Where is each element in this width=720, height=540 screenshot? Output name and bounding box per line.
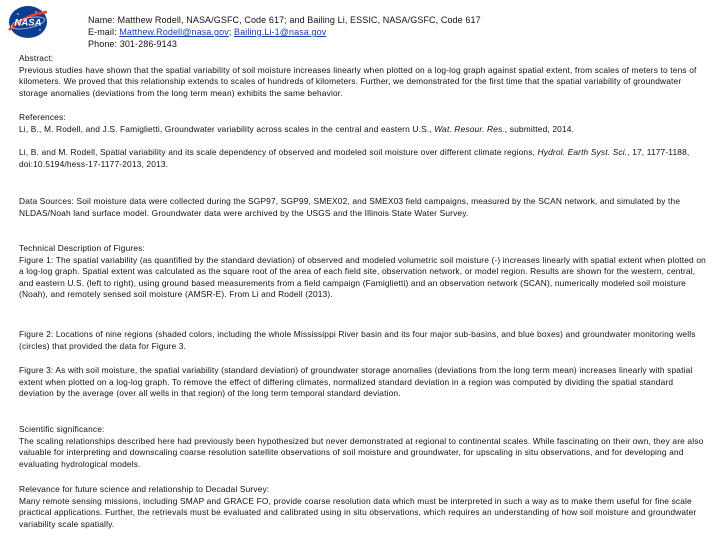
email-separator: ; <box>228 27 235 37</box>
data-sources-section <box>19 196 709 219</box>
references-section <box>19 112 709 135</box>
relevance-section <box>19 484 709 530</box>
reference-2-main: Li, B. and M. Rodell, Spatial variability and its scale dependency of observed and modeled soil moisture over different climate regions, <box>19 147 536 157</box>
reference-2-tail: , 17, 1177-1188, doi:10.5194/hess-17-1177-2013, 2013. <box>19 147 690 169</box>
name-line: Name: Matthew Rodell, NASA/GSFC, Code 617; and Bailing Li, ESSIC, NASA/GSFC, Code 617 <box>88 15 481 25</box>
reference-1 <box>19 124 709 136</box>
significance-heading: Scientific significance: <box>19 424 105 434</box>
reference-1-journal: Wat. Resour. Res. <box>434 123 505 134</box>
email-link-li[interactable]: Bailing.Li-1@nasa.gov <box>234 27 327 37</box>
figure-2-block <box>19 329 709 352</box>
email-prefix: E-mail: <box>88 27 120 37</box>
figure-2-description: Figure 2: Locations of nine regions (shaded colors, including the whole Mississippi River basin and its four major sub-basins, and blue boxes) and groundwater monitoring wells (circles) that provided the data for Figure 3. <box>19 329 696 351</box>
technical-description-section <box>19 243 709 301</box>
reference-2 <box>19 147 709 170</box>
reference-1-tail: , submitted, 2014. <box>504 123 575 134</box>
technical-heading: Technical Description of Figures: <box>19 243 145 253</box>
abstract-body: Previous studies have shown that the spatial variability of soil moisture increases linearly when plotted on a log-log graph against spatial extent, from scales of meters to tens of kilometers. We proved that this relationship extends to scales of hundreds of kilometers. Further, we demonstrated for the first time that the spatial variability of groundwater storage anomalies (deviations from the long term mean) exhibits the same behavior. <box>19 64 697 98</box>
email-link-rodell[interactable]: Matthew.Rodell@nasa.gov <box>119 27 229 37</box>
significance-body: The scaling relationships described here had previously been hypothesized but never demonstrated at regional to continental scales. While fascinating on their own, they are also valuable for interpreting and downscaling coarse resolution satellite observations of soil moisture and groundwater, for upscaling in situ observations, and for developing and evaluating hydrological models. <box>19 435 704 469</box>
references-heading: References: <box>19 112 66 122</box>
contact-info <box>88 14 481 50</box>
nasa-logo <box>6 4 50 40</box>
nasa-logo-text: NASA <box>14 17 42 29</box>
significance-section <box>19 424 709 470</box>
email-line <box>88 26 481 38</box>
figure-1-description: Figure 1: The spatial variability (as quantified by the standard deviation) of observed and modeled volumetric soil moisture (-) increases linearly with spatial extent when plotted on a log-log graph. Spatial extent was calculated as the square root of the area of each field site, observation network, or model region. Results are shown for the western, central, and eastern U.S. (left to right), using ground based measurements from a field campaign (Famiglietti) and an observation network (SCAN), numerically modeled soil moisture (Noah), and remotely sensed soil moisture (AMSR-E). From Li and Rodell (2013). <box>19 254 706 299</box>
data-sources-body: Data Sources: Soil moisture data were collected during the SGP97, SGP99, SMEX02, and SMEX03 field campaigns, measured by the SCAN network, and simulated by the NLDAS/Noah land surface model. Groundwater data were archived by the USGS and the Illinois State Water Survey. <box>19 196 681 218</box>
relevance-body: Many remote sensing missions, including SMAP and GRACE FO, provide coarse resolution data which must be interpreted in such a way as to make them useful for fine scale practical applications. Further, the retrievals must be evaluated and calibrated using in situ observations, which requires an understanding of how soil moisture and groundwater variability scale spatially. <box>19 495 697 529</box>
reference-2-journal: Hydrol. Earth Syst. Sci. <box>537 147 628 157</box>
figure-3-description: Figure 3: As with soil moisture, the spatial variability (standard deviation) of groundwater storage anomalies (deviations from the long term mean) increases linearly with spatial extent when plotted on a log-log graph. To remove the effect of differing climates, normalized standard deviation in a region was computed by dividing the spatial standard deviation by the average (over all wells in that region) of the long term temporal standard deviation. <box>19 365 693 398</box>
relevance-heading: Relevance for future science and relationship to Decadal Survey: <box>19 484 270 494</box>
abstract-heading: Abstract: <box>19 53 54 63</box>
phone-line: Phone: 301-286-9143 <box>88 39 177 49</box>
reference-2-block <box>19 147 709 170</box>
reference-1-main: Li, B., M. Rodell, and J.S. Famiglietti, Groundwater variability across scales in the central and eastern U.S., <box>19 123 432 134</box>
abstract-section <box>19 53 709 99</box>
figure-3-block <box>19 365 709 400</box>
